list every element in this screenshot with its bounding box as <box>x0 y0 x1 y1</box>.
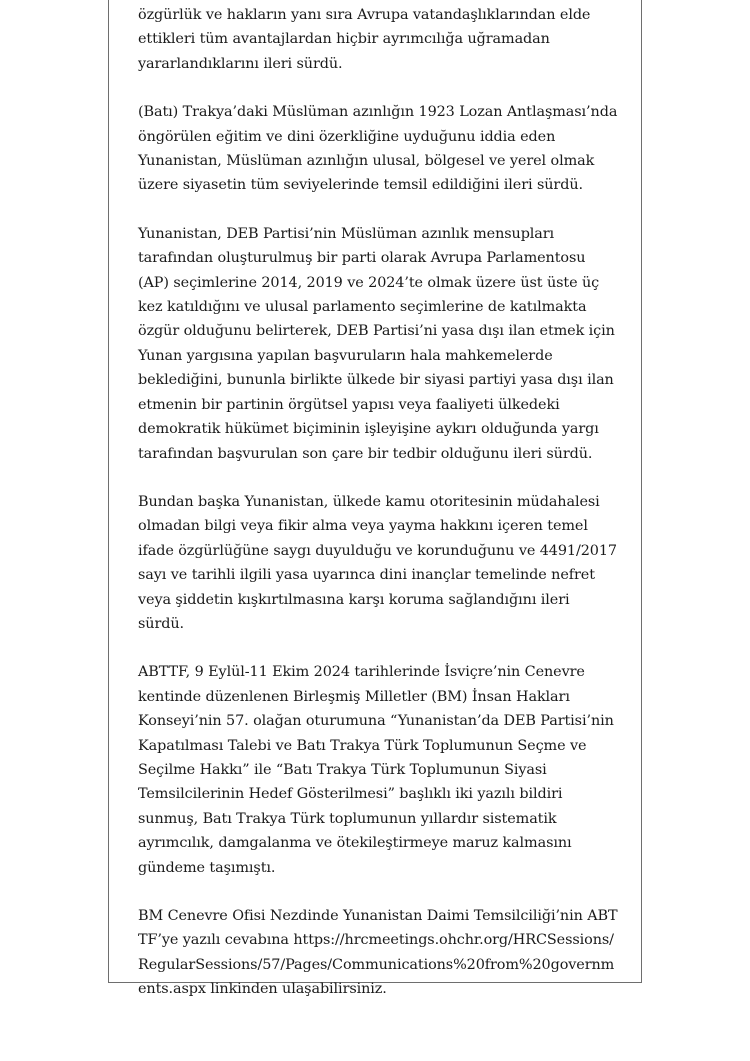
paragraph-equal-rights: özgürlük ve hakların yanı sıra Avrupa vatandaşlıklarından elde ettikleri tüm avantajlardan hiçbir ayrımcılığa uğramadan yararlandıklarını ileri sürdü. <box>138 7 591 72</box>
paragraph-abttf-un-statements: ABTTF, 9 Eylül-11 Ekim 2024 tarihlerinde İsviçre’nin Cenevre kentinde düzenlenen Birleşmiş Milletler (BM) İnsan Hakları Konseyi’nin 57. olağan oturumuna “Yunanistan’da DEB Partisi’nin Kapatılması Talebi ve Batı Trakya Türk Toplumunun Seçme ve Seçilme Hakkı” ile “Batı Trakya Türk Toplumunun Siyasi Temsilcilerinin Hedef Gösterilmesi” başlıklı iki yazılı bildiri sunmuş, Batı Trakya Türk toplumunun yıllardır sistematik ayrımcılık, damgalanma ve ötekileştirmeye maruz kalmasını gündeme taşımıştı. <box>138 664 614 876</box>
paragraph-deb-party: Yunanistan, DEB Partisi’nin Müslüman azınlık mensupları tarafından oluşturulmuş bir parti olarak Avrupa Parlamentosu (AP) seçimlerine 2014, 2019 ve 2024’te olmak üzere üst üste üç kez katıldığını ve ulusal parlamento seçimlerine de katılmakta özgür olduğunu belirterek, DEB Partisi’ni yasa dışı ilan etmek için Yunan yargısına yapılan başvuruların hala mahkemelerde beklediğini, bununla birlikte ülkede bir siyasi partiyi yasa dışı ilan etmenin bir partinin örgütsel yapısı veya faaliyeti ülkedeki demokratik hükümet biçiminin işleyişine aykırı olduğunda yargı tarafından başvurulan son çare bir tedbir olduğunu ileri sürdü. <box>138 225 615 462</box>
paragraph-lausanne-autonomy: (Batı) Trakya’daki Müslüman azınlığın 1923 Lozan Antlaşması’nda öngörülen eğitim ve dini özerkliğine uyduğunu iddia eden Yunanistan, Müslüman azınlığın ulusal, bölgesel ve yerel olmak üzere siyasetin tüm seviyelerinde temsil edildiğini ileri sürdü. <box>138 104 618 194</box>
paragraph-response-link: BM Cenevre Ofisi Nezdinde Yunanistan Daimi Temsilciliği’nin ABTTF’ye yazılı cevabına https://hrcmeetings.ohchr.org/HRCSessions/RegularSessions/57/Pages/Communications%20from%20governments.aspx linkinden ulaşabilirsiniz. <box>138 908 618 998</box>
article-body <box>138 3 618 1002</box>
paragraph-freedom-of-expression: Bundan başka Yunanistan, ülkede kamu otoritesinin müdahalesi olmadan bilgi veya fikir alma veya yayma hakkını içeren temel ifade özgürlüğüne saygı duyulduğu ve korunduğunu ve 4491/2017 sayı ve tarihli ilgili yasa uyarınca dini inançlar temelinde nefret veya şiddetin kışkırtılmasına karşı koruma sağlandığını ileri sürdü. <box>138 493 617 632</box>
